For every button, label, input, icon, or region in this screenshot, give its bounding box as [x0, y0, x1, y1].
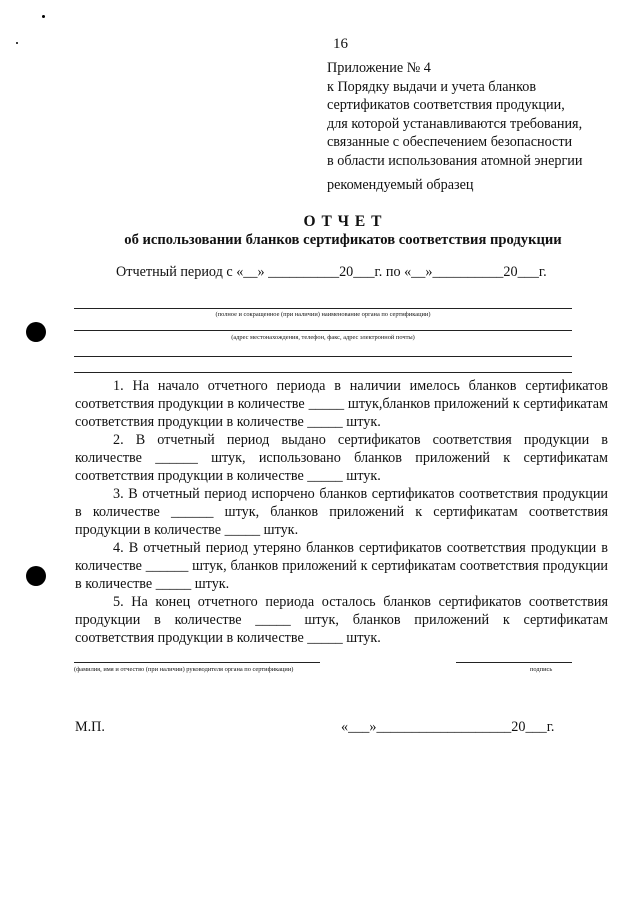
report-subtitle: об использовании бланков сертификатов соответствия продукции	[124, 232, 562, 248]
appendix-line: в области использования атомной энергии	[327, 152, 583, 169]
address-caption: (адрес местонахождения, телефон, факс, адрес электронной почты)	[231, 334, 415, 341]
report-items	[75, 377, 608, 647]
signature-line	[456, 662, 572, 663]
head-name-line	[74, 662, 320, 663]
appendix-title: Приложение № 4	[327, 60, 431, 76]
stamp-label: М.П.	[75, 719, 105, 735]
report-item: 2. В отчетный период выдано сертификатов соответствия продукции в количестве ______ штук, использовано бланков приложений к сертификатам соответствия продукции в количестве _____ штук.	[75, 432, 608, 484]
signature-caption: подпись	[530, 666, 553, 673]
address-line-2	[74, 372, 572, 373]
appendix-line: сертификатов соответствия продукции,	[327, 97, 565, 114]
org-name-caption: (полное и сокращенное (при наличии) наименование органа по сертификации)	[215, 311, 431, 318]
sample-note: рекомендуемый образец	[327, 177, 474, 193]
scan-speck	[42, 15, 45, 18]
org-name-line	[74, 308, 572, 309]
head-name-caption: (фамилия, имя и отчество (при наличии) руководителя органа по сертификации)	[74, 666, 294, 673]
appendix-line: связанные с обеспечением безопасности	[327, 134, 573, 151]
appendix-line: для которой устанавливаются требования,	[327, 115, 583, 132]
appendix-line: к Порядку выдачи и учета бланков	[327, 78, 537, 95]
report-item: 3. В отчетный период испорчено бланков сертификатов соответствия продукции в количестве ______ штук, бланков приложений к сертификатам соответствия продукции в количестве _____ штук.	[75, 486, 608, 538]
page-number: 16	[333, 36, 348, 52]
appendix-block	[327, 59, 583, 171]
address-line	[74, 356, 572, 357]
binder-hole-bottom	[26, 566, 46, 586]
report-title: О Т Ч Е Т	[303, 213, 383, 230]
report-period: Отчетный период с «__» __________20___г. по «__»__________20___г.	[116, 264, 547, 280]
report-item: 5. На конец отчетного периода осталось бланков сертификатов соответствия продукции в количестве _____ штук, бланков приложений к сертификатам соответствия продукции в количестве _____ штук.	[75, 594, 608, 646]
scan-speck	[16, 42, 18, 44]
report-item: 4. В отчетный период утеряно бланков сертификатов соответствия продукции в количестве ______ штук, бланков приложений к сертификатам соответствия продукции в количестве _____ штук.	[75, 540, 608, 592]
org-name-line-2	[74, 330, 572, 331]
signing-date: «___»___________________20___г.	[341, 719, 555, 735]
report-item: 1. На начало отчетного периода в наличии имелось бланков сертификатов соответствия продукции в количестве _____ штук,бланков приложений к сертификатам соответствия продукции в количестве _____ штук.	[75, 378, 608, 430]
